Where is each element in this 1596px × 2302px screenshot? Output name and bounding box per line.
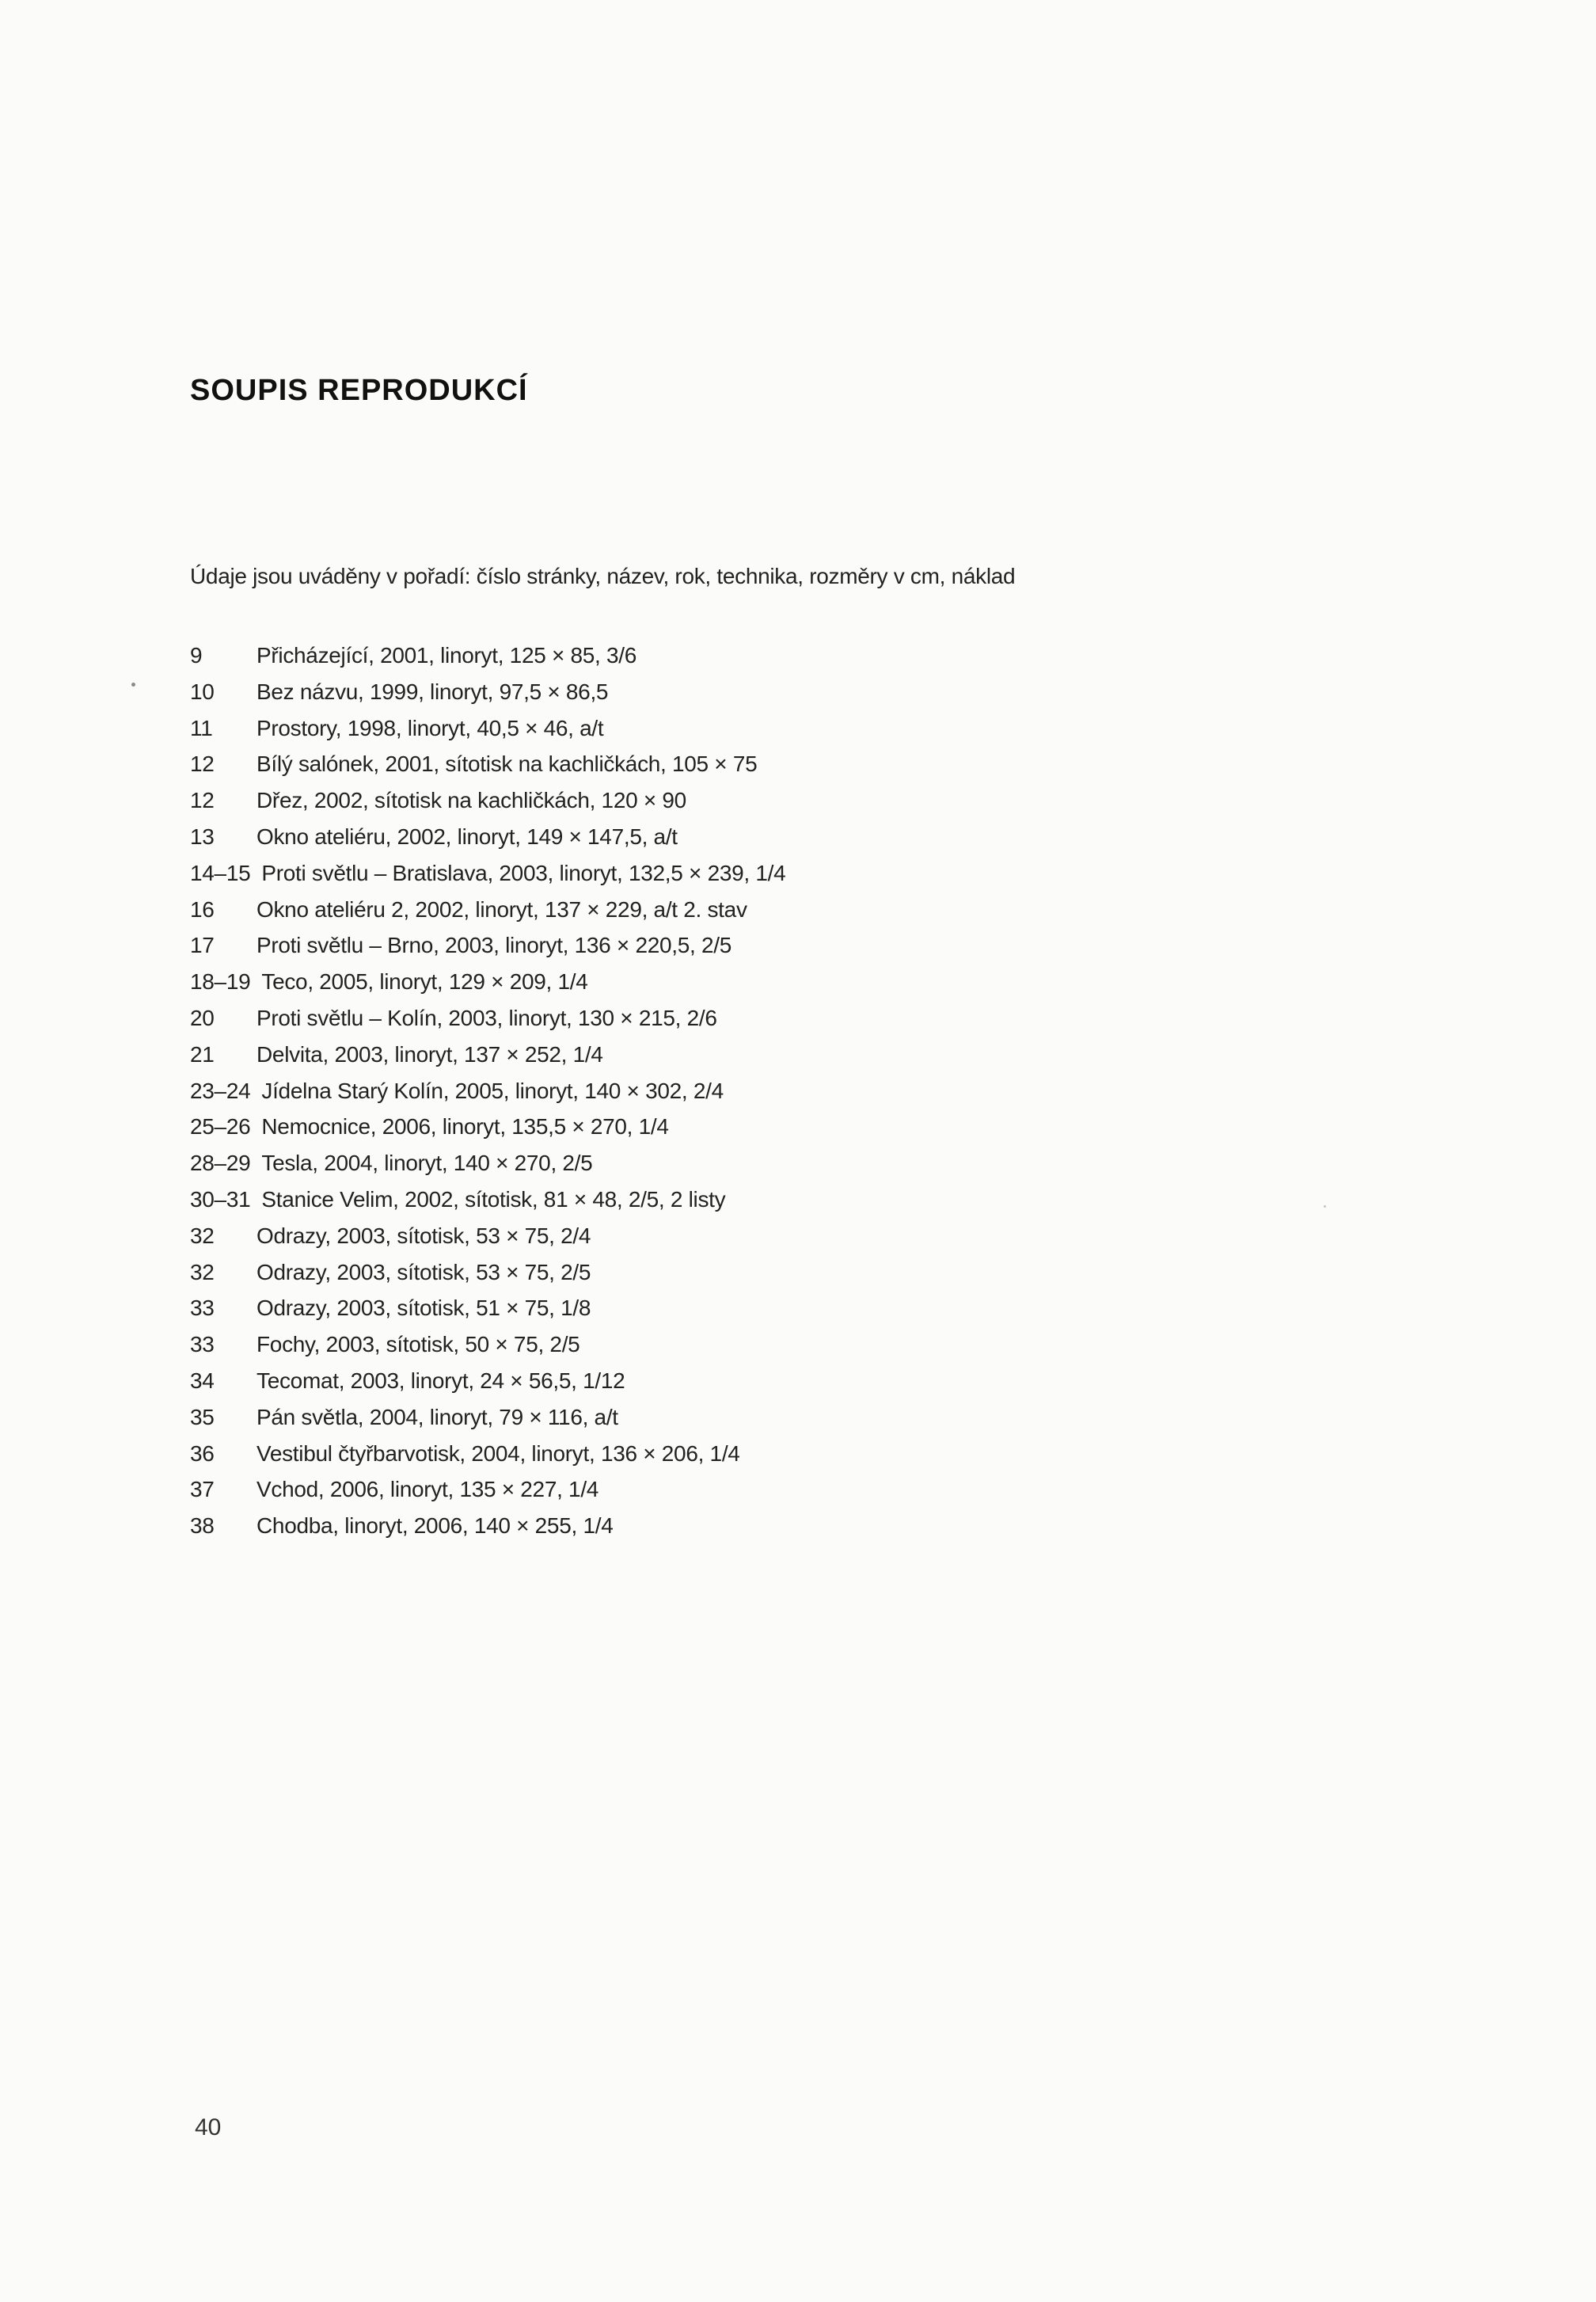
entry-description: Odrazy, 2003, sítotisk, 51 × 75, 1/8	[256, 1296, 591, 1321]
entry-description: Stanice Velim, 2002, sítotisk, 81 × 48, 2/5, 2 listy	[261, 1186, 726, 1212]
list-item	[190, 1073, 785, 1109]
list-item	[190, 1254, 785, 1291]
list-item	[190, 892, 785, 928]
list-item	[190, 746, 785, 782]
entry-page-number: 34	[190, 1368, 215, 1393]
entry-page-number: 32	[190, 1259, 215, 1284]
entry-description: Delvita, 2003, linoryt, 137 × 252, 1/4	[256, 1041, 603, 1067]
list-item	[190, 1508, 785, 1544]
entry-page-number: 21	[190, 1041, 215, 1067]
entry-page-number: 25–26	[190, 1114, 251, 1140]
list-item	[190, 1037, 785, 1073]
list-item	[190, 674, 785, 710]
intro-text: Údaje jsou uváděny v pořadí: číslo stránky, název, rok, technika, rozměry v cm, náklad	[190, 564, 1016, 588]
entry-page-number: 14–15	[190, 860, 251, 885]
list-item	[190, 710, 785, 747]
entry-page-number: 33	[190, 1332, 215, 1357]
entry-page-number: 37	[190, 1477, 215, 1502]
dust-speck	[1324, 1205, 1326, 1208]
entry-page-number: 33	[190, 1296, 215, 1321]
entry-description: Vestibul čtyřbarvotisk, 2004, linoryt, 136 × 206, 1/4	[256, 1440, 740, 1466]
entry-description: Vchod, 2006, linoryt, 135 × 227, 1/4	[256, 1477, 599, 1502]
entry-description: Bez názvu, 1999, linoryt, 97,5 × 86,5	[256, 679, 609, 704]
entry-page-number: 35	[190, 1404, 215, 1429]
entry-page-number: 38	[190, 1513, 215, 1539]
list-item	[190, 1363, 785, 1399]
list-item	[190, 782, 785, 819]
entry-description: Nemocnice, 2006, linoryt, 135,5 × 270, 1/4	[261, 1114, 669, 1140]
entry-description: Prostory, 1998, linoryt, 40,5 × 46, a/t	[256, 715, 604, 740]
entry-page-number: 17	[190, 933, 215, 958]
entry-page-number: 9	[190, 643, 203, 668]
list-item	[190, 1471, 785, 1508]
list-item	[190, 1109, 785, 1145]
entry-page-number: 36	[190, 1440, 215, 1466]
list-item	[190, 964, 785, 1000]
entry-description: Jídelna Starý Kolín, 2005, linoryt, 140 × 302, 2/4	[261, 1078, 724, 1103]
entry-description: Bílý salónek, 2001, sítotisk na kachličkách, 105 × 75	[256, 751, 758, 777]
page-title: SOUPIS REPRODUKCÍ	[190, 374, 528, 407]
entry-description: Proti světlu – Kolín, 2003, linoryt, 130 × 215, 2/6	[256, 1005, 717, 1030]
list-item	[190, 1000, 785, 1037]
list-item	[190, 1326, 785, 1363]
list-item	[190, 1290, 785, 1326]
entry-description: Odrazy, 2003, sítotisk, 53 × 75, 2/4	[256, 1223, 591, 1248]
page-number: 40	[195, 2114, 222, 2140]
list-item	[190, 1181, 785, 1218]
dust-speck	[131, 683, 135, 687]
entry-description: Okno ateliéru 2, 2002, linoryt, 137 × 229, a/t 2. stav	[256, 896, 747, 922]
list-item	[190, 637, 785, 674]
entry-description: Okno ateliéru, 2002, linoryt, 149 × 147,5, a/t	[256, 824, 678, 849]
reproductions-list	[190, 637, 785, 1544]
entry-page-number: 30–31	[190, 1186, 251, 1212]
entry-page-number: 12	[190, 751, 215, 777]
list-item	[190, 1145, 785, 1181]
list-item	[190, 855, 785, 892]
list-item	[190, 1436, 785, 1472]
entry-description: Dřez, 2002, sítotisk na kachličkách, 120 × 90	[256, 788, 686, 813]
entry-description: Tecomat, 2003, linoryt, 24 × 56,5, 1/12	[256, 1368, 625, 1393]
entry-description: Proti světlu – Bratislava, 2003, linoryt, 132,5 × 239, 1/4	[261, 860, 786, 885]
list-item	[190, 1218, 785, 1254]
entry-description: Tesla, 2004, linoryt, 140 × 270, 2/5	[261, 1151, 593, 1176]
entry-page-number: 16	[190, 896, 215, 922]
entry-description: Proti světlu – Brno, 2003, linoryt, 136 × 220,5, 2/5	[256, 933, 732, 958]
entry-page-number: 13	[190, 824, 215, 849]
entry-page-number: 28–29	[190, 1151, 251, 1176]
list-item	[190, 927, 785, 964]
entry-page-number: 12	[190, 788, 215, 813]
entry-page-number: 11	[190, 715, 213, 740]
list-item	[190, 819, 785, 855]
entry-page-number: 10	[190, 679, 215, 704]
entry-description: Odrazy, 2003, sítotisk, 53 × 75, 2/5	[256, 1259, 591, 1284]
entry-page-number: 18–19	[190, 969, 251, 995]
entry-page-number: 32	[190, 1223, 215, 1248]
list-item	[190, 1399, 785, 1436]
entry-description: Teco, 2005, linoryt, 129 × 209, 1/4	[261, 969, 588, 995]
entry-description: Chodba, linoryt, 2006, 140 × 255, 1/4	[256, 1513, 614, 1539]
entry-description: Pán světla, 2004, linoryt, 79 × 116, a/t	[256, 1404, 618, 1429]
entry-page-number: 23–24	[190, 1078, 251, 1103]
entry-page-number: 20	[190, 1005, 215, 1030]
entry-description: Fochy, 2003, sítotisk, 50 × 75, 2/5	[256, 1332, 580, 1357]
entry-description: Přicházející, 2001, linoryt, 125 × 85, 3/6	[256, 643, 637, 668]
